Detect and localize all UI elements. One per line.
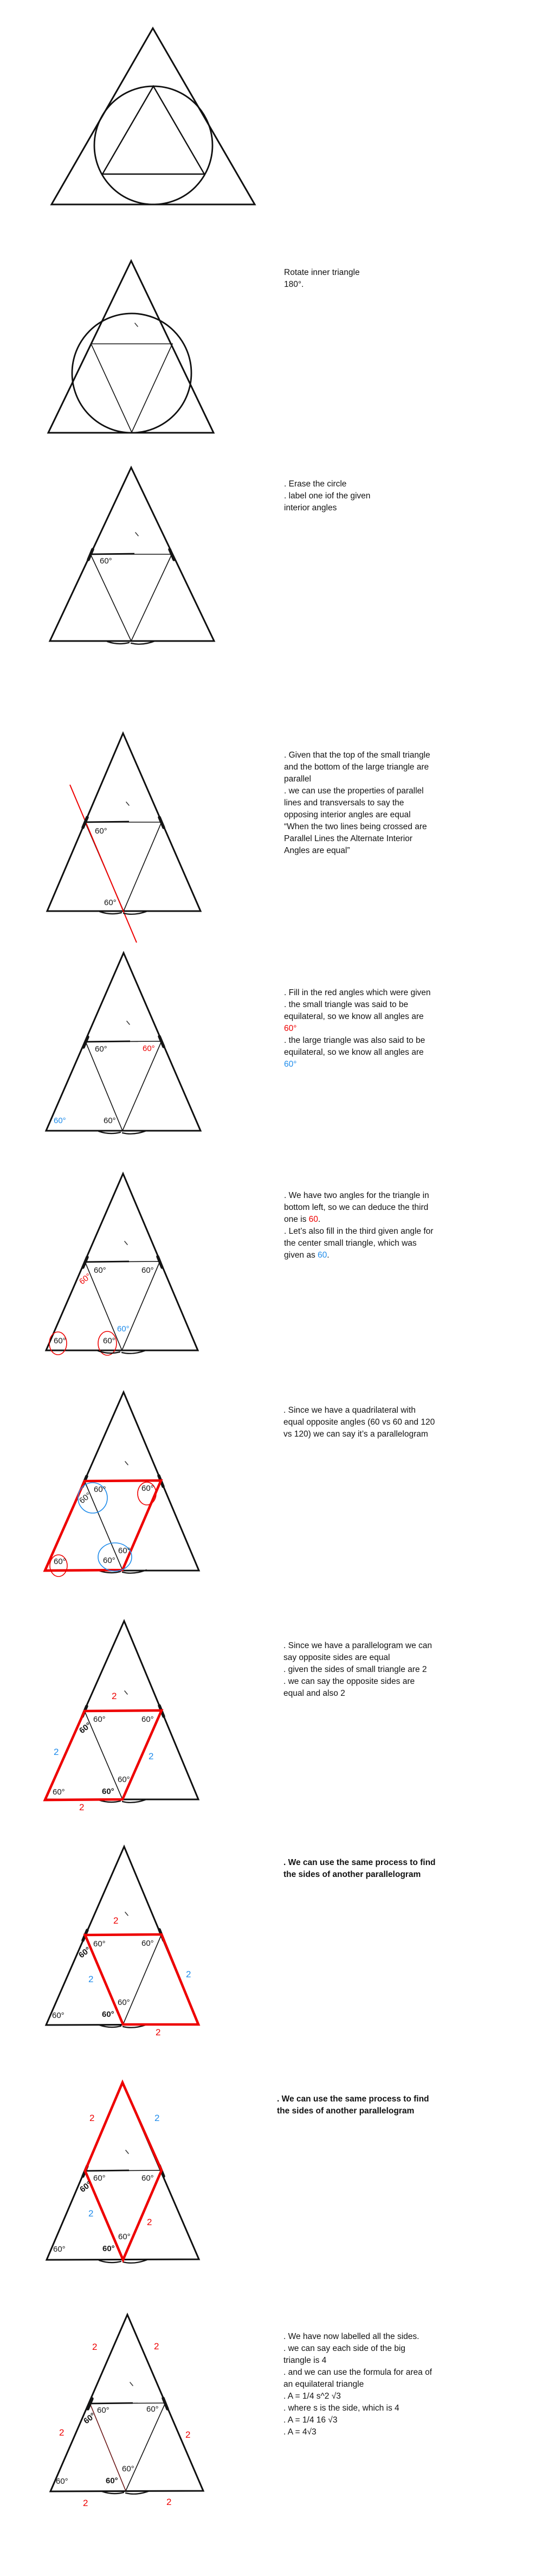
notes-text: . Since we have a quadrilateral with: [283, 1406, 416, 1415]
notes-text: . and we can use the formula for area of: [283, 2368, 432, 2377]
notes-text: . Given that the top of the small triangle: [284, 751, 430, 760]
notes-text: . Erase the circle: [284, 479, 347, 489]
angle-label: 60°: [118, 1775, 130, 1784]
angle-label: 60°: [54, 1557, 66, 1566]
notes-text: interior angles: [284, 503, 337, 512]
side-length-label: 2: [112, 1691, 117, 1701]
notes-text: and the bottom of the large triangle are: [284, 762, 429, 772]
angle-label: 60°: [104, 898, 117, 907]
stray-mark: [126, 2150, 128, 2154]
notes-text: . A = 4√3: [283, 2427, 317, 2437]
inner-triangle: [85, 1481, 161, 1570]
angle-label: 60°: [141, 1484, 154, 1493]
angle-label: 60°: [104, 1116, 116, 1125]
blue-angle-circle: [78, 1483, 107, 1513]
notes-text: “When the two lines being crossed are: [284, 822, 427, 831]
angle-label: 60°: [53, 2245, 66, 2254]
stray-mark: [130, 2382, 133, 2386]
angle-label: 60°: [117, 1324, 130, 1334]
notes-text: the center small triangle, which was: [284, 1239, 417, 1248]
side-length-label: 2: [54, 1747, 59, 1757]
side-length-label: 2: [185, 2430, 191, 2440]
outer-triangle: [48, 261, 214, 433]
red-angle-circle: [50, 1555, 67, 1577]
notes-text: vs 120) we can say it’s a parallelogram: [283, 1430, 428, 1439]
side-length-label: 2: [89, 2113, 95, 2123]
step-5-notes: [284, 987, 431, 1071]
side-length-label: 2: [92, 2342, 98, 2352]
step-2-diagram: [48, 261, 214, 433]
angle-label: 60°: [77, 1945, 93, 1960]
retraced-top-edge: [90, 2403, 133, 2404]
retraced-top-edge: [85, 2170, 129, 2171]
red-angle-circle: [138, 1482, 156, 1505]
step-2-notes: [284, 267, 360, 291]
inner-triangle: [85, 2170, 162, 2260]
red-parallelogram: [85, 1934, 198, 2024]
notes-text: . We can use the same process to find: [277, 2094, 429, 2104]
notes-text: an equilateral triangle: [283, 2380, 364, 2389]
inner-triangle-right-edge: [126, 2403, 165, 2491]
side-length-label: 2: [83, 2498, 88, 2508]
notes-text: Parallel Lines the Alternate Interior: [284, 834, 412, 843]
notes-text: . Let’s also fill in the third given angle for: [284, 1227, 434, 1236]
step-6-diagram: [46, 1174, 198, 1355]
notes-text: . given the sides of small triangle are 2: [283, 1665, 427, 1674]
notes-text: 60: [318, 1251, 327, 1260]
angle-label: 60°: [102, 1787, 114, 1796]
step-3-diagram: [50, 467, 214, 644]
side-length-label: 2: [59, 2427, 64, 2438]
notes-text: . the small triangle was said to be: [284, 1000, 409, 1009]
notes-text: lines and transversals to say the: [284, 798, 404, 808]
notes-text: equilateral, so we know all angles are: [284, 1012, 424, 1021]
angle-label: 60°: [56, 2477, 68, 2486]
step-11-diagram: [50, 2315, 203, 2494]
angle-label: 60°: [53, 1787, 65, 1797]
step-11-notes: [283, 2331, 432, 2438]
side-length-label: 2: [79, 1802, 85, 1812]
inner-triangle: [86, 1041, 162, 1131]
angle-label: 60°: [94, 1485, 106, 1494]
notes-text: one is: [284, 1215, 309, 1224]
notes-text: equal and also 2: [283, 1689, 345, 1698]
notes-text: . A = 1/4 16 √3: [283, 2415, 338, 2425]
angle-label: 60°: [141, 1939, 154, 1948]
notes-text: Rotate inner triangle: [284, 268, 360, 277]
angle-label: 60°: [102, 2010, 114, 2019]
angle-label: 60°: [118, 2232, 131, 2241]
notes-text: 60: [308, 1215, 318, 1224]
angle-label: 60°: [141, 1266, 154, 1275]
notes-text: triangle is 4: [283, 2356, 327, 2365]
notes-text: equilateral, so we know all angles are: [284, 1048, 424, 1057]
angle-label: 60°: [54, 1336, 66, 1345]
notes-text: . the large triangle was also said to be: [284, 1036, 425, 1045]
notes-text: . label one iof the given: [284, 491, 371, 501]
inner-triangle-left-edge: [90, 2404, 126, 2491]
notes-text: parallel: [284, 774, 311, 784]
red-transversal-line: [70, 785, 137, 943]
angle-label: 60°: [100, 556, 112, 566]
side-length-label: 2: [154, 2341, 159, 2351]
angle-label: 60°: [54, 1116, 66, 1125]
angle-label: 60°: [146, 2405, 159, 2414]
notes-text: the sides of another parallelogram: [277, 2106, 415, 2116]
red-parallelogram: [45, 1481, 161, 1571]
stray-mark: [126, 802, 129, 805]
notes-text: 60°: [284, 1024, 297, 1033]
angle-label: 60°: [118, 1546, 131, 1555]
notes-text: . We can use the same process to find: [283, 1858, 436, 1867]
side-length-label: 2: [147, 2217, 152, 2227]
stray-mark: [125, 1241, 127, 1245]
stray-mark: [135, 323, 138, 326]
step-8-notes: [283, 1640, 432, 1700]
notes-text: 60°: [284, 1060, 297, 1069]
angle-label: 60°: [78, 2179, 94, 2195]
inscribed-circle: [72, 313, 191, 433]
retraced-top-edge: [86, 1041, 130, 1042]
notes-text: .: [318, 1215, 321, 1224]
notes-text: given as: [284, 1251, 318, 1260]
notes-text: . Fill in the red angles which were given: [284, 988, 431, 997]
notes-text: equal opposite angles (60 vs 60 and 120: [283, 1418, 435, 1427]
notes-text: .: [327, 1251, 330, 1260]
angle-label: 60°: [106, 2476, 118, 2485]
angle-label: 60°: [95, 1045, 107, 1054]
angle-label: 60°: [103, 1556, 115, 1565]
inscribed-circle: [94, 86, 212, 204]
step-7-notes: [283, 1405, 435, 1440]
stray-mark: [125, 1912, 128, 1915]
retraced-top-edge: [85, 1261, 129, 1262]
side-length-label: 2: [186, 1969, 191, 1979]
inner-triangle: [85, 1261, 160, 1350]
side-length-label: 2: [88, 2208, 94, 2219]
side-length-label: 2: [113, 1915, 119, 1926]
inner-triangle: [85, 822, 162, 911]
angle-label: 60°: [122, 2464, 134, 2474]
step-1-diagram: [51, 28, 255, 204]
angle-label: 60°: [93, 1939, 106, 1949]
notes-text: Angles are equal”: [284, 846, 350, 855]
inner-triangle: [91, 344, 172, 432]
step-4-diagram: [47, 733, 201, 943]
angle-label: 60°: [97, 2406, 109, 2415]
notes-text: . we can say each side of the big: [283, 2344, 405, 2353]
outer-triangle: [51, 28, 255, 204]
notes-text: 180°.: [284, 280, 304, 289]
step-4-notes: [284, 749, 430, 857]
side-length-label: 2: [156, 2027, 161, 2037]
notes-text: the sides of another parallelogram: [283, 1870, 421, 1879]
angle-label: 60°: [93, 2174, 106, 2183]
angle-label: 60°: [95, 826, 107, 836]
step-3-notes: [284, 478, 370, 514]
step-5-diagram: [46, 953, 201, 1134]
angle-label: 60°: [102, 2244, 115, 2253]
angle-label: 60°: [78, 1720, 93, 1736]
step-9-diagram: [46, 1847, 198, 2028]
angle-label: 60°: [103, 1336, 115, 1345]
stray-mark: [136, 533, 138, 536]
angle-label: 60°: [118, 1998, 130, 2007]
inner-triangle: [91, 554, 172, 641]
notes-text: . we can use the properties of parallel: [284, 786, 424, 796]
notes-text: bottom left, so we can deduce the third: [284, 1203, 429, 1212]
step-10-diagram: [47, 2082, 199, 2263]
notes-text: . We have now labelled all the sides.: [283, 2332, 420, 2341]
angle-label: 60°: [78, 1271, 93, 1287]
stray-mark: [127, 1021, 130, 1024]
angle-label: 60°: [78, 1490, 93, 1506]
angle-label: 60°: [141, 1715, 154, 1724]
angle-label: 60°: [93, 1715, 106, 1724]
notes-text: say opposite sides are equal: [283, 1653, 390, 1662]
stray-mark: [125, 1691, 127, 1694]
notes-text: . We have two angles for the triangle in: [284, 1191, 429, 1200]
side-length-label: 2: [88, 1974, 94, 1984]
side-length-label: 2: [154, 2113, 160, 2123]
angle-label: 60°: [143, 1044, 155, 1053]
step-6-notes: [284, 1190, 433, 1261]
inner-triangle: [102, 86, 204, 174]
side-length-label: 2: [166, 2497, 172, 2507]
red-angle-circle: [49, 1332, 67, 1355]
notes-text: . A = 1/4 s^2 √3: [283, 2392, 341, 2401]
step-8-diagram: [45, 1621, 198, 1803]
angle-label: 60°: [141, 2174, 154, 2183]
side-length-label: 2: [149, 1751, 154, 1761]
step-9-notes: [283, 1857, 436, 1881]
notes-text: . where s is the side, which is 4: [283, 2404, 399, 2413]
inner-triangle: [85, 1710, 162, 1799]
step-10-notes: [277, 2093, 429, 2117]
inner-triangle: [85, 1934, 162, 2024]
angle-label: 60°: [94, 1266, 106, 1275]
angle-label: 60°: [82, 2411, 98, 2426]
notes-text: . Since we have a parallelogram we can: [283, 1641, 432, 1650]
blue-angle-circle: [98, 1543, 132, 1571]
step-7-diagram: [45, 1392, 199, 1577]
notes-text: opposing interior angles are equal: [284, 810, 411, 819]
notes-text: . we can say the opposite sides are: [283, 1677, 415, 1686]
angle-label: 60°: [52, 2011, 64, 2020]
stray-mark: [125, 1462, 128, 1465]
